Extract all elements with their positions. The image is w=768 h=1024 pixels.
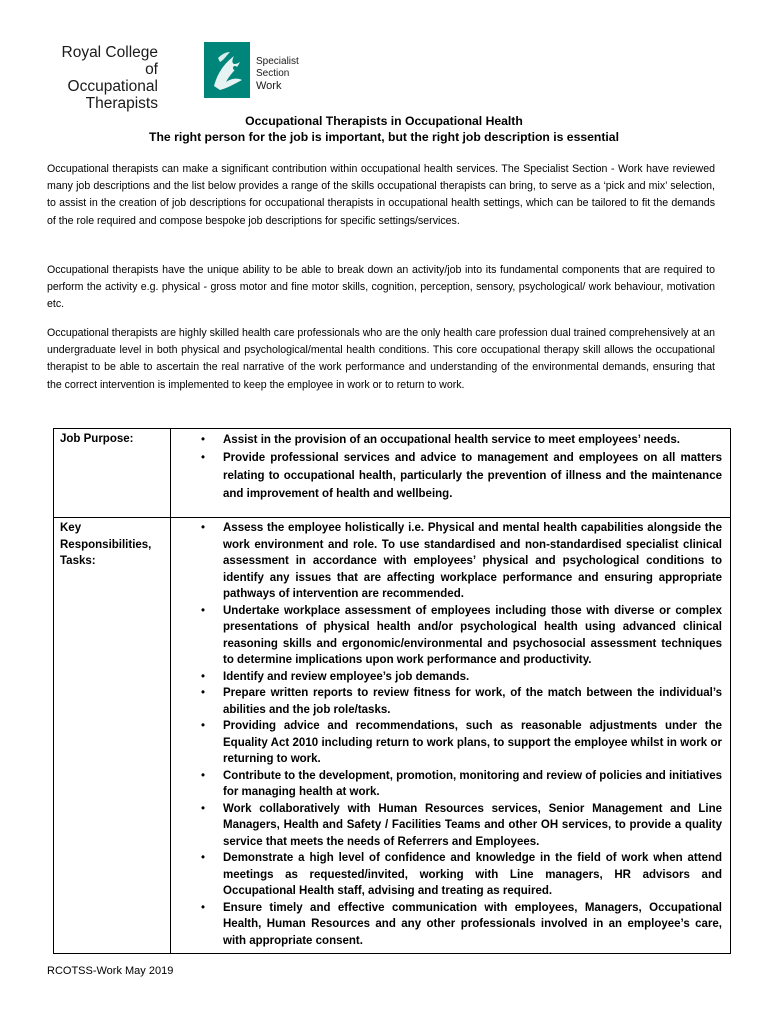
- bullet-icon: •: [201, 687, 206, 699]
- intro-paragraph-3: Occupational therapists are highly skilled health care professionals who are the only health care profession dual trained comprehensively at an undergraduate level in both physical and psychological/mental health conditions. This core occupational therapy skill allows the occupational therapist to be able to ascertain the real narrative of the work performance and understanding of the environmental demands, ensuring that the correct intervention is implemented to keep the employee in work or to return to work.: [47, 327, 715, 391]
- title-line-1: Occupational Therapists in Occupational Health: [245, 114, 523, 128]
- list-item: • Assist in the provision of an occupational health service to meet employees’ needs.: [177, 431, 724, 449]
- bullet-icon: •: [201, 522, 206, 534]
- org-name-line-2: Occupational: [67, 78, 158, 95]
- job-purpose-row: [54, 429, 731, 518]
- bullet-icon: •: [201, 604, 206, 617]
- bullet-icon: •: [201, 670, 206, 683]
- key-responsibilities-content: [171, 518, 731, 954]
- section-label-line-1: Specialist Section: [256, 56, 299, 79]
- org-name-line-3: Therapists: [85, 95, 158, 112]
- list-item: • Demonstrate a high level of confidence and knowledge in the field of work when attend meetings as requested/invited, working with Line managers, HR advisors and Occupational Health staff, advising and treating as required.: [201, 852, 722, 897]
- list-item: • Ensure timely and effective communication with employees, Managers, Occupational Health, Human Resources and any other professionals involved in an employee’s care, with appropriate consent.: [201, 901, 722, 947]
- job-purpose-list: [177, 431, 724, 503]
- bullet-icon: •: [201, 852, 206, 864]
- list-item: • Work collaboratively with Human Resources services, Senior Management and Line Managers, Health and Safety / Facilities Teams and other OH services, to provide a quality service that meets the needs of Referrers and Employees.: [201, 802, 722, 848]
- list-item: • Identify and review employee’s job demands.: [177, 669, 724, 686]
- intro-paragraph-2: Occupational therapists have the unique ability to be able to break down an activity/job into its fundamental components that are required to perform the activity e.g. physical - gross motor and fine motor skills, cognition, perception, sensory, psychological/ work behaviour, motivation etc.: [47, 264, 715, 311]
- header: [46, 42, 299, 112]
- list-item: • Provide professional services and advice to management and employees on all matters relating to occupational health, particularly the prevention of illness and the maintenance and improvement of health and wellbeing.: [177, 449, 724, 503]
- list-item: • Assess the employee holistically i.e. Physical and mental health capabilities alongside the work environment and role. To use standardised and non-standardised specialist clinical assessment in accordance with employees’ physical and psychological conditions to identify any issues that are affecting workplace performance and ensuring appropriate pathways of intervention are recommended.: [201, 522, 722, 600]
- bullet-icon: •: [201, 720, 206, 732]
- job-purpose-label: Job Purpose:: [54, 429, 171, 518]
- document-title: [0, 113, 768, 145]
- job-purpose-content: [171, 429, 731, 518]
- bullet-icon: •: [201, 901, 206, 914]
- org-name: [46, 44, 158, 112]
- title-line-2: The right person for the job is important, but the right job description is essential: [149, 130, 619, 144]
- job-description-table: [53, 428, 731, 954]
- bullet-icon: •: [201, 802, 206, 815]
- key-responsibilities-list: [177, 520, 724, 949]
- org-name-line-1: Royal College of: [61, 44, 158, 78]
- bullet-icon: •: [201, 434, 206, 446]
- key-responsibilities-label: Key Responsibilities, Tasks:: [54, 518, 171, 954]
- key-responsibilities-row: [54, 518, 731, 954]
- rcot-crest-logo-icon: [204, 42, 250, 98]
- section-label-line-2: Work: [256, 80, 282, 92]
- section-label: [256, 56, 299, 92]
- list-item: • Contribute to the development, promotion, monitoring and review of policies and initiatives for managing health at work.: [201, 769, 723, 798]
- list-item: • Undertake workplace assessment of employees including those with diverse or complex presentations of physical health and/or psychological health using advanced clinical reasoning skills and ergonomic/environmental and psychosocial assessment techniques to determine implications upon work performance and productivity.: [201, 604, 722, 666]
- list-item: • Providing advice and recommendations, such as reasonable adjustments under the Equality Act 2010 including return to work plans, to support the employee whilst in work or returning to work.: [201, 720, 722, 765]
- bullet-icon: •: [201, 452, 206, 464]
- footer-doc-id: RCOTSS-Work May 2019: [47, 965, 174, 977]
- list-item: • Prepare written reports to review fitness for work, of the match between the individual’s abilities and the job role/tasks.: [201, 687, 722, 716]
- intro-paragraph-1: Occupational therapists can make a significant contribution within occupational health services. The Specialist Section - Work have reviewed many job descriptions and the list below provides a range of the skills occupational therapists can bring, to serve as a ‘pick and mix’ selection, to assist in the creation of job descriptions for occupational therapists in occupational health settings, which can be tailored to fit the demands of the role required and compose bespoke job descriptions for specific settings/services.: [47, 163, 715, 227]
- bullet-icon: •: [201, 769, 206, 782]
